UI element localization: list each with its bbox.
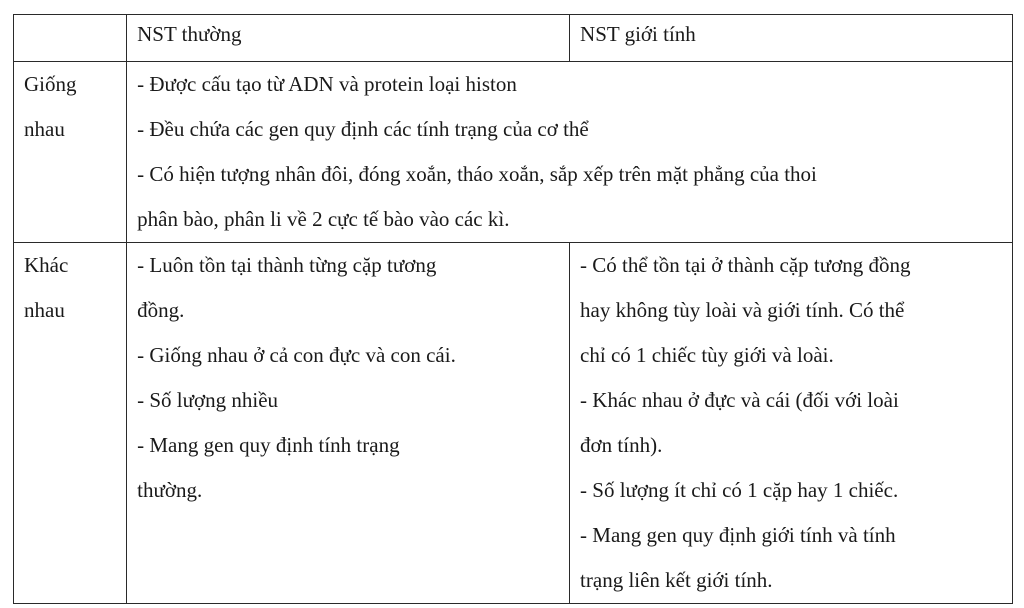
similarities-label-line1: Giống xyxy=(24,72,77,96)
similarities-label-cell xyxy=(14,62,127,243)
similarities-label-line2: nhau xyxy=(24,117,65,141)
header-blank-cell xyxy=(14,15,127,62)
normal-difference-line: thường. xyxy=(137,478,203,502)
similarity-item: - Được cấu tạo từ ADN và protein loại histon xyxy=(137,72,517,96)
sex-chromosome-differences-cell xyxy=(570,243,1013,604)
normal-chromosome-differences-cell xyxy=(127,243,570,604)
sex-difference-line: chỉ có 1 chiếc tùy giới và loài. xyxy=(580,343,834,367)
comparison-table xyxy=(13,14,1013,604)
normal-difference-line: - Số lượng nhiều xyxy=(137,388,279,412)
differences-label-line2: nhau xyxy=(24,298,65,322)
header-row xyxy=(14,15,1013,62)
normal-difference-line: - Giống nhau ở cả con đực và con cái. xyxy=(137,343,456,367)
differences-label-line1: Khác xyxy=(24,253,69,277)
similarity-item: phân bào, phân li về 2 cực tế bào vào các kì. xyxy=(137,207,510,231)
sex-difference-line: - Số lượng ít chỉ có 1 cặp hay 1 chiếc. xyxy=(580,478,899,502)
header-sex-chromosome: NST giới tính xyxy=(570,15,1013,62)
sex-difference-line: hay không tùy loài và giới tính. Có thể xyxy=(580,298,905,322)
header-normal-chromosome: NST thường xyxy=(127,15,570,62)
similarity-item: - Có hiện tượng nhân đôi, đóng xoắn, tháo xoắn, sắp xếp trên mặt phẳng của thoi xyxy=(137,162,817,186)
normal-difference-line: - Luôn tồn tại thành từng cặp tương xyxy=(137,253,437,277)
normal-difference-line: - Mang gen quy định tính trạng xyxy=(137,433,400,457)
similarities-content-cell xyxy=(127,62,1013,243)
sex-difference-line: - Khác nhau ở đực và cái (đối với loài xyxy=(580,388,899,412)
sex-difference-line: trạng liên kết giới tính. xyxy=(580,568,773,592)
similarity-item: - Đều chứa các gen quy định các tính trạng của cơ thể xyxy=(137,117,589,141)
similarities-row xyxy=(14,62,1013,243)
sex-difference-line: - Có thể tồn tại ở thành cặp tương đồng xyxy=(580,253,911,277)
sex-difference-line: đơn tính). xyxy=(580,433,663,457)
normal-difference-line: đồng. xyxy=(137,298,185,322)
differences-row xyxy=(14,243,1013,604)
differences-label-cell xyxy=(14,243,127,604)
sex-difference-line: - Mang gen quy định giới tính và tính xyxy=(580,523,896,547)
